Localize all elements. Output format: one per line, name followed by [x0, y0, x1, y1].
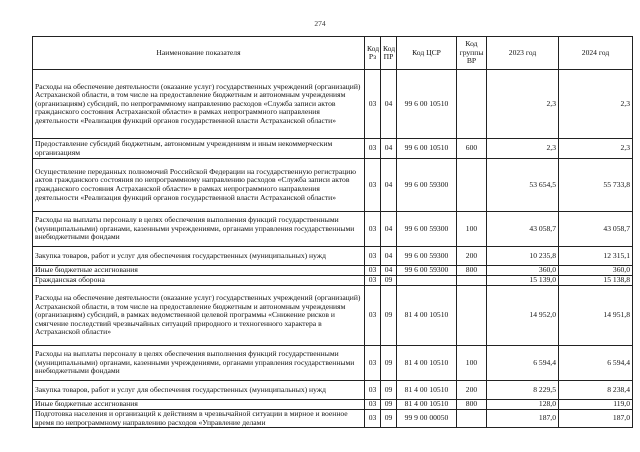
- row-vr: 100: [457, 346, 487, 381]
- row-csr: 81 4 00 10510: [397, 381, 457, 400]
- row-name: Расходы на обеспечение деятельности (оказание услуг) государственных учреждений (организаций) Астраханской области, в том числе на предоставление бюджетным и автономным учреждениям (организациям) субсидий, по непрограммному направлению расходов «Служба записи актов гражданского состояния Астраханской области» в рамках непрограммного направления деятельности «Реализация функций органов государственной власти Астраханской области»: [33, 70, 365, 139]
- table-row: [33, 381, 633, 400]
- table-row: [33, 70, 633, 139]
- row-vr: 200: [457, 247, 487, 266]
- row-vr: 200: [457, 381, 487, 400]
- row-pr: 04: [381, 159, 397, 212]
- row-pr: 04: [381, 139, 397, 159]
- row-rz: 03: [365, 266, 381, 276]
- row-vr: [457, 276, 487, 286]
- row-pr: 09: [381, 400, 397, 410]
- row-name: Гражданская оборона: [33, 276, 365, 286]
- row-name: Предоставление субсидий бюджетным, автономным учреждениям и иным некоммерческим организациям: [33, 139, 365, 159]
- table-row: [33, 247, 633, 266]
- row-rz: 03: [365, 381, 381, 400]
- row-csr: [397, 276, 457, 286]
- row-2023: 2,3: [487, 139, 559, 159]
- row-name: Подготовка населения и организаций к действиям в чрезвычайной ситуации в мирное и военное время по непрограммному направлению расходов «Управление делами: [33, 410, 365, 428]
- row-pr: 04: [381, 247, 397, 266]
- row-rz: 03: [365, 346, 381, 381]
- row-2023: 6 594,4: [487, 346, 559, 381]
- row-vr: [457, 70, 487, 139]
- row-2024: 187,0: [559, 410, 633, 428]
- row-rz: 03: [365, 410, 381, 428]
- row-rz: 03: [365, 400, 381, 410]
- row-vr: [457, 410, 487, 428]
- row-vr: 100: [457, 212, 487, 247]
- row-pr: 09: [381, 346, 397, 381]
- row-pr: 04: [381, 70, 397, 139]
- row-2024: 43 058,7: [559, 212, 633, 247]
- row-rz: 03: [365, 159, 381, 212]
- table-row: [33, 212, 633, 247]
- row-vr: 800: [457, 400, 487, 410]
- row-pr: 09: [381, 381, 397, 400]
- row-2023: 8 229,5: [487, 381, 559, 400]
- table-row: [33, 400, 633, 410]
- row-2023: 360,0: [487, 266, 559, 276]
- table-row: [33, 266, 633, 276]
- header-csr: Код ЦСР: [397, 37, 457, 70]
- row-pr: 09: [381, 286, 397, 346]
- header-rz: Код Рз: [365, 37, 381, 70]
- header-2024: 2024 год: [559, 37, 633, 70]
- row-pr: 04: [381, 266, 397, 276]
- row-name: Закупка товаров, работ и услуг для обеспечения государственных (муниципальных) нужд: [33, 247, 365, 266]
- row-vr: [457, 159, 487, 212]
- row-name: Расходы на обеспечение деятельности (оказание услуг) государственных учреждений (организаций) Астраханской области, в том числе на предоставление бюджетным и автономным учреждениям (организациям) субсидий, в рамках ведомственной целевой программы «Снижение рисков и смягчение последствий чрезвычайных ситуаций природного и техногенного характера в Астраханской области»: [33, 286, 365, 346]
- table-row: [33, 139, 633, 159]
- row-2023: 128,0: [487, 400, 559, 410]
- row-2023: 10 235,8: [487, 247, 559, 266]
- table-row: [33, 159, 633, 212]
- row-2023: 14 952,0: [487, 286, 559, 346]
- row-2024: 2,3: [559, 139, 633, 159]
- header-vr: Код группы ВР: [457, 37, 487, 70]
- row-2024: 6 594,4: [559, 346, 633, 381]
- row-name: Расходы на выплаты персоналу в целях обеспечения выполнения функций государственными (муниципальными) органами, казенными учреждениями, органами управления государственными внебюджетными фондами: [33, 212, 365, 247]
- row-csr: 99 6 00 59300: [397, 266, 457, 276]
- row-rz: 03: [365, 139, 381, 159]
- row-name: Осуществление переданных полномочий Российской Федерации на государственную регистрацию актов гражданского состояния по непрограммному направлению расходов «Служба записи актов гражданского состояния Астраханской области» в рамках непрограммного направления деятельности «Реализация функций органов государственной власти Астраханской области»: [33, 159, 365, 212]
- row-name: Иные бюджетные ассигнования: [33, 400, 365, 410]
- row-2024: 12 315,1: [559, 247, 633, 266]
- row-name: Иные бюджетные ассигнования: [33, 266, 365, 276]
- row-pr: 09: [381, 276, 397, 286]
- row-csr: 99 6 00 59300: [397, 212, 457, 247]
- row-2023: 2,3: [487, 70, 559, 139]
- row-pr: 04: [381, 212, 397, 247]
- row-name: Закупка товаров, работ и услуг для обеспечения государственных (муниципальных) нужд: [33, 381, 365, 400]
- row-csr: 99 6 00 59300: [397, 159, 457, 212]
- row-rz: 03: [365, 70, 381, 139]
- row-2024: 15 138,8: [559, 276, 633, 286]
- row-2023: 15 139,0: [487, 276, 559, 286]
- row-2024: 119,0: [559, 400, 633, 410]
- row-csr: 99 6 00 59300: [397, 247, 457, 266]
- table-row: [33, 286, 633, 346]
- row-csr: 99 9 00 00050: [397, 410, 457, 428]
- row-rz: 03: [365, 276, 381, 286]
- budget-table: [32, 36, 633, 428]
- row-pr: 09: [381, 410, 397, 428]
- row-2024: 55 733,8: [559, 159, 633, 212]
- table-row: [33, 346, 633, 381]
- row-2024: 360,0: [559, 266, 633, 276]
- row-2024: 14 951,8: [559, 286, 633, 346]
- header-name: Наименование показателя: [33, 37, 365, 70]
- row-vr: [457, 286, 487, 346]
- row-csr: 99 6 00 10510: [397, 139, 457, 159]
- row-rz: 03: [365, 247, 381, 266]
- row-2023: 187,0: [487, 410, 559, 428]
- row-2023: 53 654,5: [487, 159, 559, 212]
- row-rz: 03: [365, 286, 381, 346]
- header-pr: Код ПР: [381, 37, 397, 70]
- row-2024: 2,3: [559, 70, 633, 139]
- row-csr: 99 6 00 10510: [397, 70, 457, 139]
- row-2023: 43 058,7: [487, 212, 559, 247]
- row-name: Расходы на выплаты персоналу в целях обеспечения выполнения функций государственными (муниципальными) органами, казенными учреждениями, органами управления государственными внебюджетными фондами: [33, 346, 365, 381]
- header-2023: 2023 год: [487, 37, 559, 70]
- row-2024: 8 238,4: [559, 381, 633, 400]
- row-vr: 800: [457, 266, 487, 276]
- row-csr: 81 4 00 10510: [397, 346, 457, 381]
- table-row: [33, 410, 633, 428]
- table-row: [33, 276, 633, 286]
- row-csr: 81 4 00 10510: [397, 400, 457, 410]
- table-header-row: [33, 37, 633, 70]
- page-number: 274: [314, 19, 326, 28]
- row-csr: 81 4 00 10510: [397, 286, 457, 346]
- row-rz: 03: [365, 212, 381, 247]
- row-vr: 600: [457, 139, 487, 159]
